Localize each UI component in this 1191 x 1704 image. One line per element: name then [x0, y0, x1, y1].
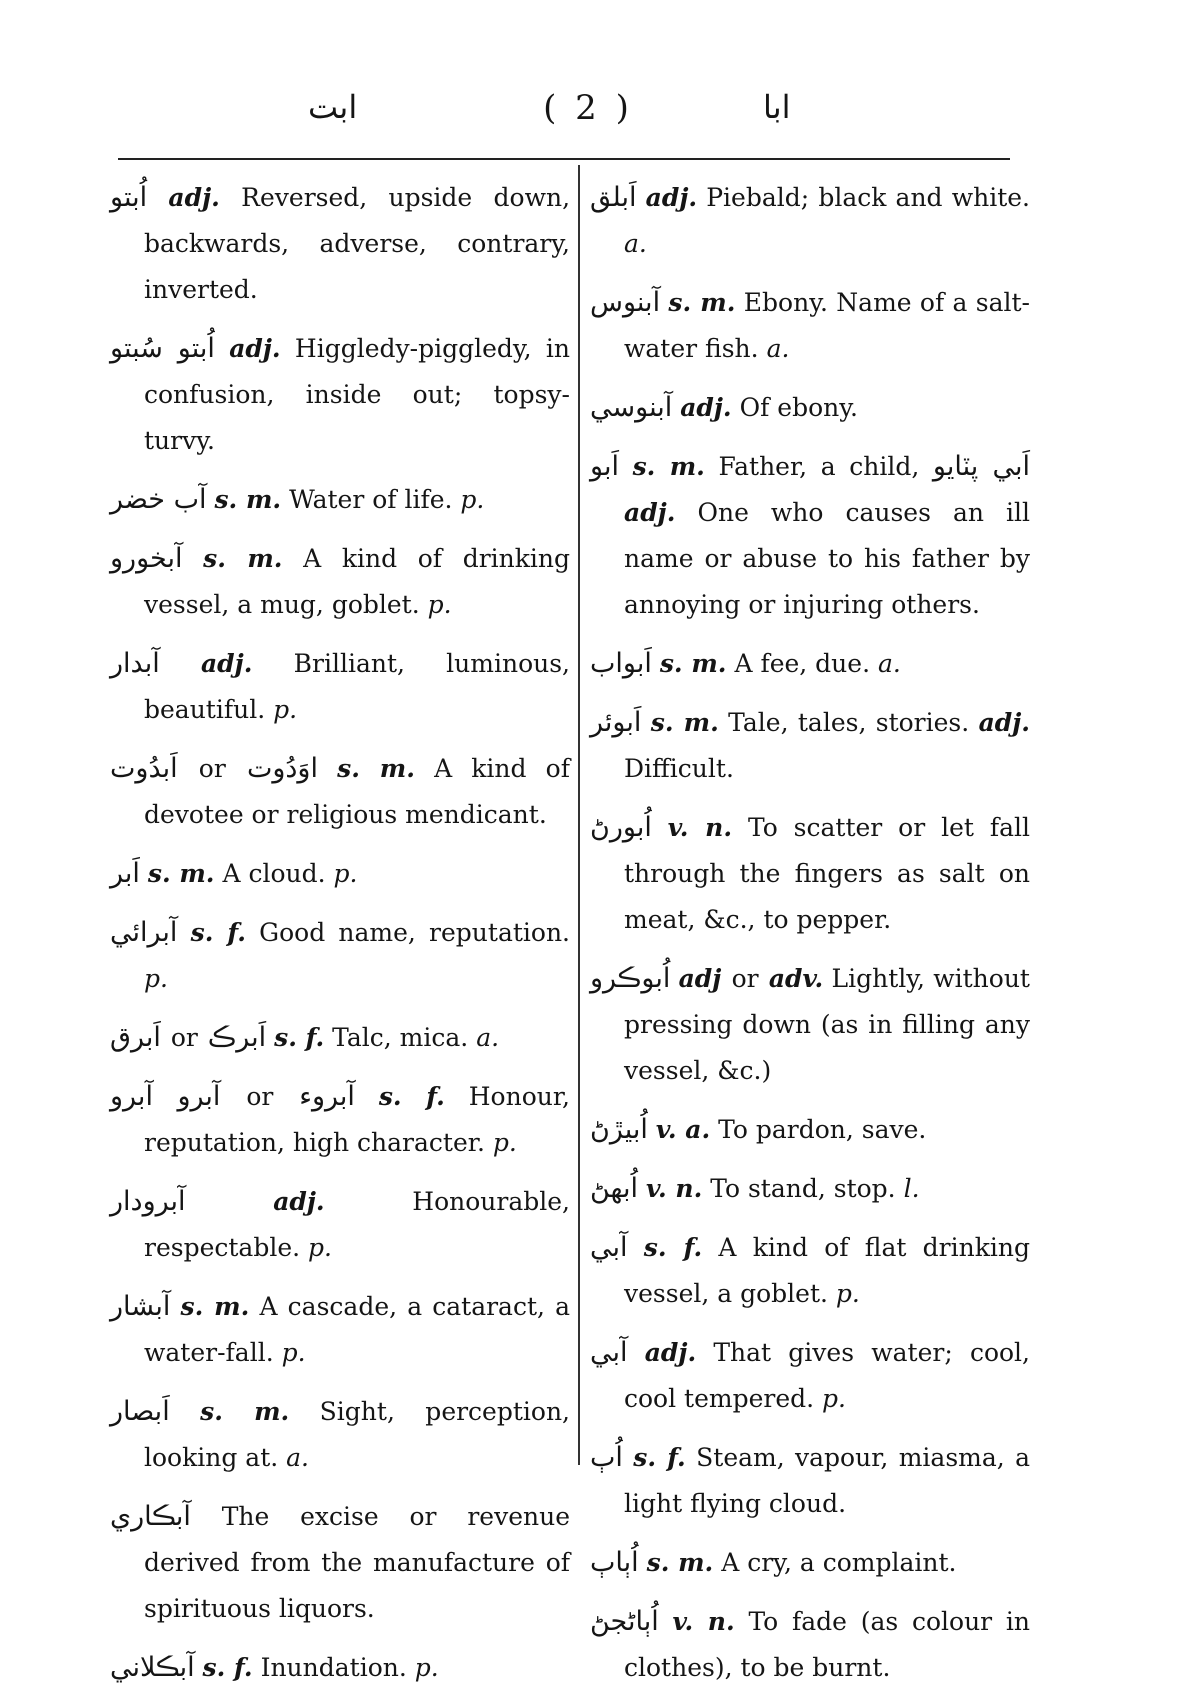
definition: To scatter or let fall through the fingers as salt on meat, &c., to pepper. [624, 813, 1030, 934]
definition: Inundation. [260, 1653, 407, 1682]
dictionary-entry [590, 385, 1030, 431]
headword-variant: آبروء [299, 1081, 355, 1112]
definition: To fade (as colour in clothes), to be burnt. [624, 1607, 1030, 1682]
definition: Tale, tales, stories. [728, 708, 970, 737]
origin-label: p. [273, 695, 298, 724]
definition: To stand, stop. [710, 1174, 896, 1203]
grammar-label: s. f. [633, 1443, 686, 1472]
grammar-label: s. m. [659, 649, 727, 678]
definition: A cloud. [222, 859, 326, 888]
headword: آبنوسي [590, 392, 673, 423]
left-column [110, 175, 570, 1704]
definition: Reversed, upside down, backwards, adverse, contrary, inverted. [144, 183, 571, 304]
headword: اُٻاڻجڻ [590, 1606, 659, 1637]
grammar-label: adj. [624, 498, 676, 527]
right-column [590, 175, 1030, 1704]
dictionary-entry [110, 1179, 570, 1271]
column-divider [578, 165, 580, 1465]
dictionary-entry [590, 1166, 1030, 1212]
grammar-label: adj. [200, 649, 253, 678]
grammar-label: s. f. [378, 1082, 445, 1111]
origin-label: p. [414, 1653, 439, 1682]
grammar-label: adj. [645, 183, 698, 212]
headword: اَبواب [590, 648, 652, 679]
dictionary-entry [590, 1540, 1030, 1586]
origin-label: p. [427, 590, 452, 619]
dictionary-entry [590, 1107, 1030, 1153]
dictionary-entry [590, 700, 1030, 792]
dictionary-entry [110, 910, 570, 1002]
dictionary-entry [590, 956, 1030, 1094]
headword: آب خضر [110, 484, 207, 515]
dictionary-entry [110, 1494, 570, 1632]
origin-label: p. [492, 1128, 517, 1157]
definition: Good name, reputation. [259, 918, 570, 947]
grammar-label: adj. [644, 1338, 697, 1367]
or-word: or [170, 1023, 198, 1052]
dictionary-entry [590, 1330, 1030, 1422]
running-head-right-word: ابا [763, 88, 791, 126]
definition: Father, a child, [718, 452, 920, 481]
definition: A kind of drinking vessel, a mug, goblet. [144, 544, 570, 619]
headword: اُٻ [590, 1442, 623, 1473]
definition: Difficult. [624, 754, 734, 783]
headword-inline: اَبي پٽايو [932, 451, 1030, 482]
headword: آبنوس [590, 287, 661, 318]
definition: Brilliant, luminous, beautiful. [144, 649, 570, 724]
running-head [118, 88, 1008, 148]
definition: A cascade, a cataract, a water-fall. [144, 1292, 570, 1367]
grammar-label: v. n. [645, 1174, 703, 1203]
origin-label: p. [822, 1384, 846, 1413]
dictionary-entry [110, 477, 570, 523]
dictionary-entry [110, 746, 570, 838]
headword: اَبلق [590, 182, 637, 213]
headword: اَبو [590, 451, 619, 482]
origin-label: a. [286, 1443, 310, 1472]
origin-label: p. [308, 1233, 332, 1262]
origin-label: a. [766, 334, 790, 363]
headword-variant: اَبرڪ [207, 1022, 267, 1053]
headword: اُبتو [110, 182, 148, 213]
dictionary-entry [590, 280, 1030, 372]
definition: Talc, mica. [332, 1023, 469, 1052]
grammar-label: s. f. [643, 1233, 703, 1262]
headword: آبي [590, 1337, 628, 1368]
definition: Lightly, without pressing down (as in filling any vessel, &c.) [624, 964, 1030, 1085]
definition: Piebald; black and white. [706, 183, 1030, 212]
headword: آبشار [110, 1291, 171, 1322]
or-word: or [731, 964, 759, 993]
dictionary-entry [110, 326, 570, 464]
headword: آبڪاري [110, 1501, 191, 1532]
definition: A kind of flat drinking vessel, a goblet. [624, 1233, 1030, 1308]
headword-variant: اوَدُوت [246, 753, 318, 784]
grammar-label: s. m. [200, 1397, 290, 1426]
grammar-label: s. m. [214, 485, 282, 514]
definition: A cry, a complaint. [721, 1548, 957, 1577]
grammar-label: adj. [680, 393, 732, 422]
grammar-label: adj. [229, 334, 281, 363]
grammar-label: s. m. [203, 544, 283, 573]
origin-label: p. [144, 964, 168, 993]
headword: اُبورڻ [590, 812, 652, 843]
definition: A fee, due. [734, 649, 871, 678]
grammar-label: s. m. [180, 1292, 250, 1321]
headword: آبرو آبرو [110, 1081, 221, 1112]
headword: اُٻاٻ [590, 1547, 639, 1578]
dictionary-entry [110, 1074, 570, 1166]
headword: آبڪلاني [110, 1652, 195, 1683]
headword: اَبصار [110, 1396, 170, 1427]
grammar-label: s. m. [632, 452, 705, 481]
definition: Sight, perception, looking at. [144, 1397, 571, 1472]
header-rule [118, 158, 1010, 160]
dictionary-entry [590, 1225, 1030, 1317]
headword: آبرودار [110, 1186, 186, 1217]
grammar-label: s. m. [650, 708, 719, 737]
dictionary-entry [110, 1389, 570, 1481]
dictionary-entry [110, 1645, 570, 1691]
headword: اَبرق [110, 1022, 161, 1053]
grammar-label: adj. [273, 1187, 325, 1216]
dictionary-entry [590, 641, 1030, 687]
grammar-label: s. f. [202, 1653, 253, 1682]
headword: آبخورو [110, 543, 183, 574]
or-word: or [246, 1082, 274, 1111]
headword: اُبهڻ [590, 1173, 639, 1204]
headword: اُبتو سُبتو [110, 333, 215, 364]
definition: Honour, reputation, high character. [144, 1082, 570, 1157]
definition: Higgledy-piggledy, in confusion, inside out; topsy-turvy. [144, 334, 571, 455]
dictionary-entry [590, 444, 1030, 628]
origin-label: a. [877, 649, 901, 678]
definition: To pardon, save. [718, 1115, 927, 1144]
origin-label: p. [333, 859, 358, 888]
origin-label: p. [835, 1279, 860, 1308]
origin-label: p. [460, 485, 485, 514]
dictionary-entry [590, 805, 1030, 943]
grammar-label: s. m. [668, 288, 736, 317]
grammar-label: v. a. [655, 1115, 711, 1144]
dictionary-entry [110, 536, 570, 628]
grammar-label: adj. [978, 708, 1030, 737]
headword: اَبوئر [590, 707, 642, 738]
grammar-label: s. m. [337, 754, 415, 783]
running-head-left-word: ابت [308, 88, 358, 126]
dictionary-entry [590, 1435, 1030, 1527]
headword: آبي [590, 1232, 628, 1263]
grammar-label: s. f. [190, 918, 246, 947]
page-number: ( 2 ) [543, 88, 633, 128]
origin-label: p. [281, 1338, 306, 1367]
grammar-label: v. n. [672, 1607, 735, 1636]
definition: Water of life. [289, 485, 453, 514]
headword: آبدار [110, 648, 160, 679]
dictionary-entry [110, 175, 570, 313]
dictionary-entry [110, 851, 570, 897]
grammar-label: adj. [168, 183, 220, 212]
dictionary-entry [110, 1015, 570, 1061]
headword: اُبيڙڻ [590, 1114, 648, 1145]
grammar-label: s. f. [274, 1023, 325, 1052]
definition: Of ebony. [739, 393, 858, 422]
grammar-label: s. m. [646, 1548, 714, 1577]
dictionary-entry [590, 1599, 1030, 1691]
definition: A kind of devotee or religious mendicant. [144, 754, 570, 829]
headword: اَبدُوت [110, 753, 178, 784]
dictionary-entry [590, 175, 1030, 267]
definition: One who causes an ill name or abuse to his father by annoying or injuring others. [624, 498, 1030, 619]
or-word: or [198, 754, 226, 783]
origin-label: l. [903, 1174, 920, 1203]
definition: Ebony. Name of a salt-water fish. [624, 288, 1031, 363]
definition: The excise or revenue derived from the manufacture of spirituous liquors. [144, 1502, 571, 1623]
headword: اُبوڪرو [590, 963, 671, 994]
grammar-label: adj [678, 964, 722, 993]
definition: Steam, vapour, miasma, a light flying cloud. [624, 1443, 1030, 1518]
dictionary-entry [110, 1284, 570, 1376]
definition: That gives water; cool, cool tempered. [624, 1338, 1030, 1413]
definition: Honourable, respectable. [144, 1187, 570, 1262]
grammar-label: adv. [768, 964, 824, 993]
origin-label: a. [624, 229, 647, 258]
headword: اَبر [110, 858, 140, 889]
grammar-label: v. n. [667, 813, 733, 842]
headword: آبرائي [110, 917, 178, 948]
origin-label: a. [476, 1023, 500, 1052]
dictionary-entry [110, 641, 570, 733]
grammar-label: s. m. [147, 859, 215, 888]
